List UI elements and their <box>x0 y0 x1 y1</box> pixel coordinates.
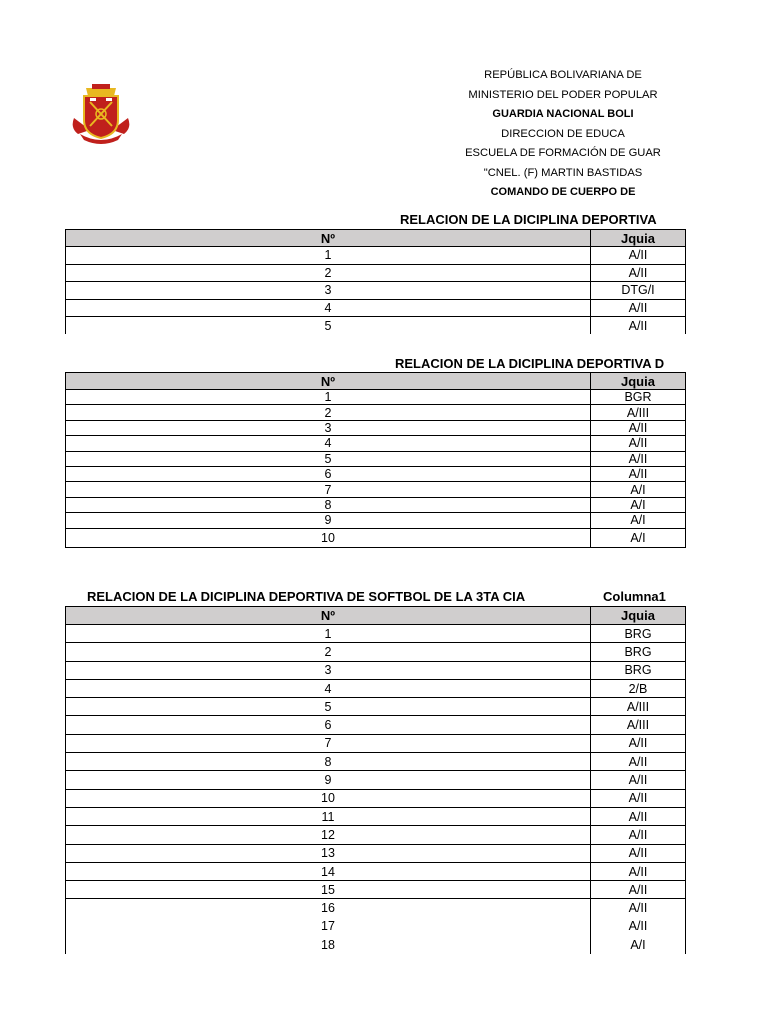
cell-rank: A/II <box>591 753 686 771</box>
table-header-row <box>66 607 687 625</box>
table-header-row <box>66 230 687 247</box>
table-row <box>66 844 687 862</box>
document-header <box>440 66 686 203</box>
col-header-extra <box>686 230 687 247</box>
cell-no: 6 <box>66 716 591 734</box>
section-2-title: RELACION DE LA DICIPLINA DEPORTIVA D <box>395 356 665 371</box>
header-line-6: "CNEL. (F) MARTIN BASTIDAS <box>483 166 643 179</box>
cell-no: 8 <box>66 753 591 771</box>
table-row <box>66 264 687 282</box>
section-1-table-wrap <box>65 229 686 334</box>
cell-no: 14 <box>66 862 591 880</box>
table-row <box>66 862 687 880</box>
table-row <box>66 625 687 643</box>
section-3-extra-header: Columna1 <box>603 589 666 604</box>
cell-no: 8 <box>66 497 591 512</box>
table-row <box>66 807 687 825</box>
table-row <box>66 436 687 451</box>
table-header-row <box>66 373 687 390</box>
table-row <box>66 899 687 917</box>
table-row <box>66 917 687 935</box>
table-row <box>66 497 687 512</box>
col-header-extra <box>686 607 687 625</box>
cell-rank: A/I <box>591 497 686 512</box>
table-row <box>66 528 687 547</box>
col-header-rank: Jquia <box>591 373 686 390</box>
cell-no: 12 <box>66 826 591 844</box>
cell-no: 2 <box>66 264 591 282</box>
cell-no: 11 <box>66 807 591 825</box>
cell-rank: A/III <box>591 698 686 716</box>
cell-no: 5 <box>66 698 591 716</box>
cell-no: 9 <box>66 771 591 789</box>
cell-rank: A/II <box>591 881 686 899</box>
table-row <box>66 936 687 954</box>
col-header-no: Nº <box>66 230 591 247</box>
cell-rank: A/III <box>591 405 686 420</box>
cell-no: 10 <box>66 789 591 807</box>
table-row <box>66 420 687 435</box>
cell-no: 7 <box>66 482 591 497</box>
table-row <box>66 390 687 405</box>
cell-no: 4 <box>66 679 591 697</box>
section-2-table-wrap <box>65 372 686 548</box>
table-row <box>66 317 687 335</box>
cell-rank: A/II <box>591 844 686 862</box>
cell-no: 17 <box>66 917 591 935</box>
cell-rank: BRG <box>591 661 686 679</box>
cell-rank: A/II <box>591 917 686 935</box>
cell-no: 13 <box>66 844 591 862</box>
header-line-1: REPÚBLICA BOLIVARIANA DE <box>484 69 642 81</box>
header-line-3: GUARDIA NACIONAL BOLI <box>492 108 634 120</box>
section-1-title: RELACION DE LA DICIPLINA DEPORTIVA <box>400 212 657 227</box>
section-1-table <box>65 229 686 334</box>
table-row <box>66 466 687 481</box>
cell-no: 4 <box>66 299 591 317</box>
guard-emblem-icon <box>70 84 132 146</box>
table-row <box>66 698 687 716</box>
section-3-title: RELACION DE LA DICIPLINA DEPORTIVA DE SOFTBOL DE LA 3TA CIA <box>87 589 526 604</box>
cell-rank: A/I <box>591 482 686 497</box>
table-row <box>66 299 687 317</box>
table-row <box>66 643 687 661</box>
cell-rank: A/I <box>591 528 686 547</box>
cell-rank: BGR <box>591 390 686 405</box>
cell-no: 3 <box>66 420 591 435</box>
cell-rank: 2/B <box>591 679 686 697</box>
section-3-table <box>65 606 686 954</box>
cell-no: 1 <box>66 625 591 643</box>
section-2-table <box>65 372 686 548</box>
table-row <box>66 753 687 771</box>
table-row <box>66 247 687 265</box>
cell-rank: A/II <box>591 436 686 451</box>
cell-rank: A/II <box>591 299 686 317</box>
table-row <box>66 513 687 528</box>
cell-rank: A/II <box>591 420 686 435</box>
cell-no: 7 <box>66 734 591 752</box>
table-row <box>66 282 687 300</box>
col-header-rank: Jquia <box>591 230 686 247</box>
table-row <box>66 734 687 752</box>
cell-no: 1 <box>66 390 591 405</box>
cell-no: 3 <box>66 282 591 300</box>
cell-no: 3 <box>66 661 591 679</box>
table-row <box>66 789 687 807</box>
cell-rank: A/II <box>591 247 686 265</box>
cell-rank: A/II <box>591 789 686 807</box>
col-header-extra <box>686 373 687 390</box>
header-line-5: ESCUELA DE FORMACIÓN DE GUAR <box>465 147 661 159</box>
table-row <box>66 716 687 734</box>
header-line-2: MINISTERIO DEL PODER POPULAR <box>468 88 658 101</box>
cell-no: 18 <box>66 936 591 954</box>
cell-no: 5 <box>66 317 591 335</box>
cell-no: 15 <box>66 881 591 899</box>
cell-rank: A/II <box>591 862 686 880</box>
cell-no: 2 <box>66 643 591 661</box>
cell-rank: A/II <box>591 734 686 752</box>
col-header-no: Nº <box>66 607 591 625</box>
cell-rank: A/II <box>591 264 686 282</box>
cell-no: 4 <box>66 436 591 451</box>
table-row <box>66 482 687 497</box>
cell-rank: DTG/I <box>591 282 686 300</box>
header-line-7: COMANDO DE CUERPO DE <box>490 186 636 198</box>
cell-no: 10 <box>66 528 591 547</box>
col-header-rank: Jquia <box>591 607 686 625</box>
cell-rank: A/III <box>591 716 686 734</box>
cell-no: 16 <box>66 899 591 917</box>
cell-rank: A/I <box>591 936 686 954</box>
table-row <box>66 405 687 420</box>
cell-rank: BRG <box>591 643 686 661</box>
cell-no: 5 <box>66 451 591 466</box>
cell-rank: BRG <box>591 625 686 643</box>
table-row <box>66 451 687 466</box>
cell-rank: A/II <box>591 451 686 466</box>
header-line-4: DIRECCION DE EDUCA <box>501 127 625 140</box>
cell-rank: A/II <box>591 807 686 825</box>
table-row <box>66 771 687 789</box>
cell-rank: A/II <box>591 317 686 335</box>
table-row <box>66 661 687 679</box>
section-3-table-wrap <box>65 606 686 954</box>
table-row <box>66 679 687 697</box>
cell-rank: A/II <box>591 826 686 844</box>
cell-no: 1 <box>66 247 591 265</box>
table-row <box>66 881 687 899</box>
col-header-no: Nº <box>66 373 591 390</box>
cell-no: 9 <box>66 513 591 528</box>
cell-rank: A/II <box>591 466 686 481</box>
cell-rank: A/I <box>591 513 686 528</box>
table-row <box>66 826 687 844</box>
cell-no: 6 <box>66 466 591 481</box>
cell-no: 2 <box>66 405 591 420</box>
cell-rank: A/II <box>591 899 686 917</box>
cell-rank: A/II <box>591 771 686 789</box>
